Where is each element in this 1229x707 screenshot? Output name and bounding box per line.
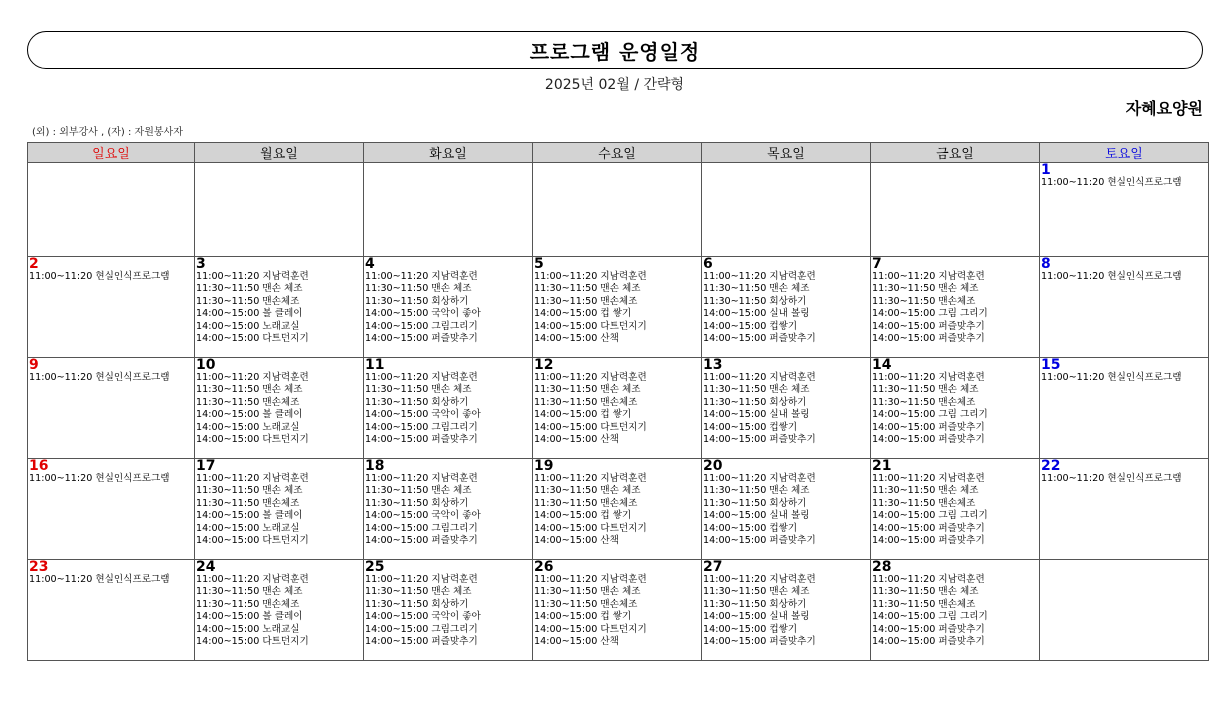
program-entry: 14:00~15:00 퍼즐맞추기 bbox=[872, 421, 985, 433]
program-entry: 14:00~15:00 그림 그리기 bbox=[872, 611, 988, 623]
weekday-header-row bbox=[28, 143, 1209, 163]
program-entry: 14:00~15:00 퍼즐맞추기 bbox=[365, 535, 478, 547]
calendar-day-cell bbox=[533, 560, 702, 661]
calendar-day-cell bbox=[364, 459, 533, 560]
program-entry: 11:00~11:20 현실인식프로그램 bbox=[29, 372, 170, 383]
program-entry: 14:00~15:00 볼 클레이 bbox=[196, 409, 303, 421]
program-entry: 11:30~11:50 회상하기 bbox=[365, 396, 469, 408]
day-number: 13 bbox=[703, 357, 723, 373]
program-entry: 14:00~15:00 컵쌓기 bbox=[703, 320, 798, 332]
program-entry: 14:00~15:00 퍼즐맞추기 bbox=[872, 434, 985, 446]
program-entry: 14:00~15:00 실내 볼링 bbox=[703, 409, 810, 421]
program-entry: 11:00~11:20 지남력훈련 bbox=[196, 473, 309, 484]
program-entry: 11:30~11:50 맨손 체조 bbox=[534, 485, 641, 497]
program-entry: 14:00~15:00 컵 쌓기 bbox=[534, 510, 632, 522]
program-entry: 14:00~15:00 볼 클레이 bbox=[196, 510, 303, 522]
program-entry: 11:30~11:50 맨손 체조 bbox=[703, 586, 810, 598]
calendar-day-cell bbox=[28, 257, 195, 358]
program-entry: 14:00~15:00 퍼즐맞추기 bbox=[365, 636, 478, 648]
program-entry: 11:00~11:20 현실인식프로그램 bbox=[29, 271, 170, 282]
day-number: 14 bbox=[872, 357, 892, 373]
program-entry: 11:30~11:50 맨손체조 bbox=[196, 396, 300, 408]
calendar-day-cell bbox=[533, 459, 702, 560]
day-number: 12 bbox=[534, 357, 554, 373]
program-entry: 11:00~11:20 지남력훈련 bbox=[196, 574, 309, 585]
program-entry: 11:30~11:50 맨손체조 bbox=[872, 295, 976, 307]
program-entry: 14:00~15:00 노래교실 bbox=[196, 623, 300, 635]
calendar-day-cell bbox=[702, 560, 871, 661]
calendar-week-row bbox=[28, 358, 1209, 459]
program-entry: 14:00~15:00 퍼즐맞추기 bbox=[872, 636, 985, 648]
program-entry: 14:00~15:00 그림그리기 bbox=[365, 320, 478, 332]
day-number: 26 bbox=[534, 559, 554, 575]
program-entry: 14:00~15:00 컵쌓기 bbox=[703, 522, 798, 534]
program-entry: 11:30~11:50 맨손 체조 bbox=[534, 384, 641, 396]
program-entry: 14:00~15:00 다트던지기 bbox=[534, 522, 647, 534]
program-entry: 11:00~11:20 현실인식프로그램 bbox=[1041, 372, 1182, 383]
program-entry: 14:00~15:00 실내 볼링 bbox=[703, 611, 810, 623]
title-banner bbox=[27, 31, 1203, 69]
program-entry: 14:00~15:00 퍼즐맞추기 bbox=[872, 535, 985, 547]
program-entry: 11:00~11:20 지남력훈련 bbox=[534, 574, 647, 585]
program-entry: 14:00~15:00 컵 쌓기 bbox=[534, 409, 632, 421]
program-entry: 11:00~11:20 현실인식프로그램 bbox=[29, 473, 170, 484]
program-entry: 11:00~11:20 지남력훈련 bbox=[365, 271, 478, 282]
calendar-day-cell bbox=[871, 163, 1040, 257]
program-entry: 11:30~11:50 회상하기 bbox=[703, 295, 807, 307]
program-entry: 11:30~11:50 회상하기 bbox=[365, 598, 469, 610]
program-entry: 11:30~11:50 맨손 체조 bbox=[196, 384, 303, 396]
day-number: 11 bbox=[365, 357, 385, 373]
program-entry: 14:00~15:00 퍼즐맞추기 bbox=[365, 333, 478, 345]
calendar-day-cell bbox=[195, 163, 364, 257]
day-number: 7 bbox=[872, 256, 882, 272]
calendar-day-cell bbox=[1040, 459, 1209, 560]
program-entry: 14:00~15:00 다트던지기 bbox=[534, 320, 647, 332]
program-entry: 14:00~15:00 국악이 좋아 bbox=[365, 409, 481, 421]
program-entry: 11:00~11:20 지남력훈련 bbox=[196, 271, 309, 282]
program-entry: 14:00~15:00 컵 쌓기 bbox=[534, 308, 632, 320]
program-entry: 14:00~15:00 다트던지기 bbox=[196, 535, 309, 547]
program-entry: 14:00~15:00 퍼즐맞추기 bbox=[703, 535, 816, 547]
day-number: 20 bbox=[703, 458, 723, 474]
calendar-day-cell bbox=[28, 358, 195, 459]
program-entry: 14:00~15:00 그림그리기 bbox=[365, 623, 478, 635]
program-entry: 11:00~11:20 지남력훈련 bbox=[365, 574, 478, 585]
calendar-table bbox=[27, 142, 1209, 661]
program-entry: 11:30~11:50 맨손 체조 bbox=[365, 485, 472, 497]
day-number: 22 bbox=[1041, 458, 1061, 474]
calendar-day-cell bbox=[1040, 560, 1209, 661]
program-entry: 11:00~11:20 지남력훈련 bbox=[365, 473, 478, 484]
program-entry: 11:00~11:20 지남력훈련 bbox=[872, 574, 985, 585]
day-number: 5 bbox=[534, 256, 544, 272]
program-entry: 14:00~15:00 다트던지기 bbox=[196, 434, 309, 446]
day-number: 1 bbox=[1041, 162, 1051, 178]
program-entry: 11:30~11:50 맨손 체조 bbox=[872, 283, 979, 295]
program-entry: 14:00~15:00 산책 bbox=[534, 535, 619, 547]
calendar-day-cell bbox=[533, 257, 702, 358]
program-entry: 11:30~11:50 맨손 체조 bbox=[365, 586, 472, 598]
program-entry: 11:00~11:20 지남력훈련 bbox=[872, 473, 985, 484]
program-entry: 14:00~15:00 퍼즐맞추기 bbox=[872, 320, 985, 332]
day-number: 17 bbox=[196, 458, 216, 474]
day-number: 27 bbox=[703, 559, 723, 575]
program-entry: 14:00~15:00 다트던지기 bbox=[534, 623, 647, 635]
program-entry: 11:00~11:20 현실인식프로그램 bbox=[1041, 177, 1182, 188]
program-entry: 11:00~11:20 지남력훈련 bbox=[534, 271, 647, 282]
calendar-day-cell bbox=[195, 358, 364, 459]
program-entry: 11:30~11:50 맨손 체조 bbox=[196, 485, 303, 497]
calendar-week-row bbox=[28, 257, 1209, 358]
program-entry: 11:30~11:50 맨손체조 bbox=[872, 396, 976, 408]
calendar-day-cell bbox=[702, 358, 871, 459]
program-entry: 11:30~11:50 맨손 체조 bbox=[196, 586, 303, 598]
program-entry: 14:00~15:00 산책 bbox=[534, 434, 619, 446]
day-number: 24 bbox=[196, 559, 216, 575]
calendar-week-row bbox=[28, 459, 1209, 560]
calendar-day-cell bbox=[364, 358, 533, 459]
program-entry: 14:00~15:00 그림 그리기 bbox=[872, 409, 988, 421]
page-subtitle: 2025년 02월 / 간략형 bbox=[544, 77, 685, 93]
program-entry: 14:00~15:00 퍼즐맞추기 bbox=[703, 434, 816, 446]
program-entry: 11:30~11:50 맨손 체조 bbox=[703, 485, 810, 497]
program-entry: 11:30~11:50 맨손체조 bbox=[872, 598, 976, 610]
program-entry: 11:00~11:20 지남력훈련 bbox=[703, 372, 816, 383]
program-entry: 14:00~15:00 국악이 좋아 bbox=[365, 308, 481, 320]
calendar-day-cell bbox=[195, 459, 364, 560]
weekday-header-fri: 금요일 bbox=[871, 143, 1040, 163]
program-entry: 11:30~11:50 맨손 체조 bbox=[365, 384, 472, 396]
program-entry: 11:30~11:50 맨손 체조 bbox=[703, 283, 810, 295]
program-entry: 14:00~15:00 실내 볼링 bbox=[703, 308, 810, 320]
calendar-day-cell bbox=[28, 163, 195, 257]
program-entry: 11:30~11:50 맨손 체조 bbox=[365, 283, 472, 295]
day-number: 4 bbox=[365, 256, 375, 272]
calendar-day-cell bbox=[195, 257, 364, 358]
calendar-day-cell bbox=[702, 257, 871, 358]
program-entry: 14:00~15:00 그림그리기 bbox=[365, 522, 478, 534]
program-entry: 11:30~11:50 맨손 체조 bbox=[872, 485, 979, 497]
program-entry: 11:00~11:20 지남력훈련 bbox=[196, 372, 309, 383]
day-number: 16 bbox=[29, 458, 49, 474]
program-entry: 11:30~11:50 회상하기 bbox=[365, 497, 469, 509]
day-number: 28 bbox=[872, 559, 892, 575]
program-entry: 11:30~11:50 맨손 체조 bbox=[703, 384, 810, 396]
program-entry: 11:00~11:20 현실인식프로그램 bbox=[29, 574, 170, 585]
program-entry: 11:00~11:20 지남력훈련 bbox=[703, 473, 816, 484]
program-entry: 11:00~11:20 지남력훈련 bbox=[534, 372, 647, 383]
calendar-day-cell bbox=[28, 459, 195, 560]
calendar-day-cell bbox=[364, 560, 533, 661]
weekday-header-tue: 화요일 bbox=[364, 143, 533, 163]
program-entry: 11:30~11:50 회상하기 bbox=[703, 396, 807, 408]
program-entry: 11:30~11:50 맨손체조 bbox=[534, 497, 638, 509]
program-entry: 14:00~15:00 퍼즐맞추기 bbox=[872, 623, 985, 635]
program-entry: 11:00~11:20 지남력훈련 bbox=[872, 271, 985, 282]
program-entry: 14:00~15:00 산책 bbox=[534, 333, 619, 345]
calendar-week-row bbox=[28, 560, 1209, 661]
program-entry: 14:00~15:00 볼 클레이 bbox=[196, 611, 303, 623]
program-entry: 11:30~11:50 맨손 체조 bbox=[872, 586, 979, 598]
program-entry: 14:00~15:00 국악이 좋아 bbox=[365, 611, 481, 623]
calendar-day-cell bbox=[1040, 257, 1209, 358]
day-number: 21 bbox=[872, 458, 892, 474]
program-entry: 11:30~11:50 맨손 체조 bbox=[872, 384, 979, 396]
day-number: 6 bbox=[703, 256, 713, 272]
calendar-week-row bbox=[28, 163, 1209, 257]
program-entry: 14:00~15:00 산책 bbox=[534, 636, 619, 648]
program-entry: 14:00~15:00 퍼즐맞추기 bbox=[872, 333, 985, 345]
program-entry: 11:00~11:20 지남력훈련 bbox=[703, 574, 816, 585]
calendar-day-cell bbox=[533, 163, 702, 257]
day-number: 2 bbox=[29, 256, 39, 272]
weekday-header-wed: 수요일 bbox=[533, 143, 702, 163]
program-entry: 11:30~11:50 맨손 체조 bbox=[196, 283, 303, 295]
program-entry: 14:00~15:00 퍼즐맞추기 bbox=[365, 434, 478, 446]
program-entry: 11:30~11:50 맨손체조 bbox=[196, 295, 300, 307]
program-entry: 14:00~15:00 컵쌓기 bbox=[703, 421, 798, 433]
day-number: 10 bbox=[196, 357, 216, 373]
program-entry: 14:00~15:00 노래교실 bbox=[196, 320, 300, 332]
program-entry: 11:30~11:50 맨손 체조 bbox=[534, 586, 641, 598]
program-entry: 11:30~11:50 맨손체조 bbox=[534, 295, 638, 307]
program-entry: 14:00~15:00 다트던지기 bbox=[196, 333, 309, 345]
weekday-header-thu: 목요일 bbox=[702, 143, 871, 163]
day-number: 18 bbox=[365, 458, 385, 474]
calendar-day-cell bbox=[702, 459, 871, 560]
legend-note: (외) : 외부강사 , (자) : 자원봉사자 bbox=[32, 127, 183, 138]
program-entry: 14:00~15:00 그림 그리기 bbox=[872, 308, 988, 320]
program-entry: 14:00~15:00 그림 그리기 bbox=[872, 510, 988, 522]
program-entry: 14:00~15:00 퍼즐맞추기 bbox=[703, 333, 816, 345]
program-entry: 11:30~11:50 맨손체조 bbox=[196, 598, 300, 610]
weekday-header-mon: 월요일 bbox=[195, 143, 364, 163]
calendar-day-cell bbox=[1040, 163, 1209, 257]
day-number: 15 bbox=[1041, 357, 1061, 373]
calendar-day-cell bbox=[364, 257, 533, 358]
calendar-day-cell bbox=[871, 358, 1040, 459]
program-entry: 14:00~15:00 퍼즐맞추기 bbox=[703, 636, 816, 648]
organization-name: 자혜요양원 bbox=[1125, 99, 1203, 118]
calendar-day-cell bbox=[1040, 358, 1209, 459]
program-entry: 11:00~11:20 현실인식프로그램 bbox=[1041, 271, 1182, 282]
calendar-day-cell bbox=[195, 560, 364, 661]
calendar-day-cell bbox=[871, 459, 1040, 560]
program-entry: 11:30~11:50 회상하기 bbox=[703, 598, 807, 610]
calendar-day-cell bbox=[364, 163, 533, 257]
calendar-day-cell bbox=[871, 560, 1040, 661]
day-number: 3 bbox=[196, 256, 206, 272]
weekday-header-sun: 일요일 bbox=[28, 143, 195, 163]
program-entry: 11:30~11:50 회상하기 bbox=[703, 497, 807, 509]
day-number: 19 bbox=[534, 458, 554, 474]
program-entry: 11:30~11:50 맨손체조 bbox=[534, 598, 638, 610]
calendar-day-cell bbox=[28, 560, 195, 661]
program-entry: 11:00~11:20 현실인식프로그램 bbox=[1041, 473, 1182, 484]
program-entry: 11:30~11:50 맨손체조 bbox=[196, 497, 300, 509]
program-entry: 14:00~15:00 노래교실 bbox=[196, 522, 300, 534]
program-entry: 14:00~15:00 다트던지기 bbox=[534, 421, 647, 433]
program-entry: 11:00~11:20 지남력훈련 bbox=[534, 473, 647, 484]
program-entry: 14:00~15:00 볼 클레이 bbox=[196, 308, 303, 320]
program-entry: 11:00~11:20 지남력훈련 bbox=[703, 271, 816, 282]
program-entry: 14:00~15:00 실내 볼링 bbox=[703, 510, 810, 522]
calendar-day-cell bbox=[533, 358, 702, 459]
program-entry: 11:30~11:50 맨손체조 bbox=[872, 497, 976, 509]
program-entry: 11:30~11:50 맨손체조 bbox=[534, 396, 638, 408]
program-entry: 14:00~15:00 국악이 좋아 bbox=[365, 510, 481, 522]
program-entry: 14:00~15:00 그림그리기 bbox=[365, 421, 478, 433]
program-entry: 11:30~11:50 회상하기 bbox=[365, 295, 469, 307]
day-number: 23 bbox=[29, 559, 49, 575]
day-number: 9 bbox=[29, 357, 39, 373]
program-entry: 14:00~15:00 퍼즐맞추기 bbox=[872, 522, 985, 534]
program-entry: 11:30~11:50 맨손 체조 bbox=[534, 283, 641, 295]
day-number: 25 bbox=[365, 559, 385, 575]
program-entry: 11:00~11:20 지남력훈련 bbox=[365, 372, 478, 383]
program-entry: 14:00~15:00 노래교실 bbox=[196, 421, 300, 433]
program-entry: 14:00~15:00 다트던지기 bbox=[196, 636, 309, 648]
weekday-header-sat: 토요일 bbox=[1040, 143, 1209, 163]
calendar-day-cell bbox=[702, 163, 871, 257]
day-number: 8 bbox=[1041, 256, 1051, 272]
calendar-day-cell bbox=[871, 257, 1040, 358]
page-title: 프로그램 운영일정 bbox=[529, 39, 701, 64]
program-entry: 11:00~11:20 지남력훈련 bbox=[872, 372, 985, 383]
program-entry: 14:00~15:00 컵 쌓기 bbox=[534, 611, 632, 623]
program-entry: 14:00~15:00 컵쌓기 bbox=[703, 623, 798, 635]
